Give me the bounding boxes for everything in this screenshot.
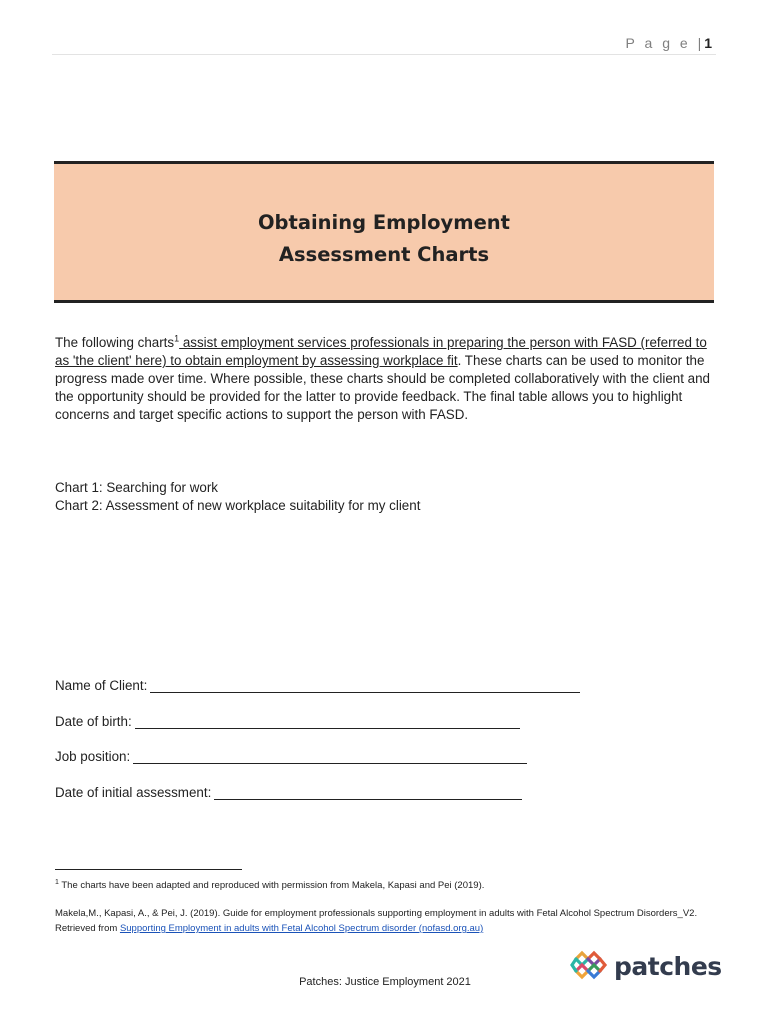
footnote: $^1$ The charts have been adapted and reproduced with permission from Makela, Kapasi and Pei (2019). (55, 879, 485, 892)
logo-wordmark: patches (614, 951, 722, 981)
job-position-field (55, 746, 527, 764)
initial-assessment-date-line[interactable] (214, 785, 522, 800)
chart-list-item: Chart 2: Assessment of new workplace suitability for my client (55, 498, 421, 513)
client-name-field (55, 675, 580, 693)
initial-assessment-date-field (55, 782, 522, 800)
document-title-line-1: Obtaining Employment (257, 211, 511, 234)
field-label: Date of initial assessment: (55, 785, 212, 800)
footnote-divider (55, 869, 242, 870)
patches-logo (570, 949, 722, 983)
footnote-reference: 1 (174, 333, 180, 344)
page-footer: Patches: Justice Employment 2021 (299, 976, 471, 988)
title-banner (54, 161, 714, 303)
field-label: Job position: (55, 749, 131, 764)
intro-paragraph: The following charts$^1$ assist employment services professionals in preparing the person with FASD (referred to as 'the client' here) to obtain employment by assessing workplace fit. These charts can be used to monitor the progress made over time. Where possible, these charts should be completed collaboratively with the client and the opportunity should be provided for the latter to provide feedback. The final table allows you to highlight concerns and target specific actions to support the person with FASD. (55, 333, 710, 422)
document-title-line-2: Assessment Charts (278, 243, 490, 266)
underlined-purpose: assist employment services professionals in preparing the person with FASD (referred to as 'the client' here) to obtain employment by assessing workplace fit (55, 335, 707, 368)
date-of-birth-line[interactable] (135, 714, 520, 729)
patches-logo-icon (570, 949, 608, 983)
page-header (52, 34, 716, 55)
chart-list-item: Chart 1: Searching for work (55, 480, 218, 495)
reference-citation: Makela,M., Kapasi, A., & Pei, J. (2019). Guide for employment professionals supporting employment in adults with Fetal Alcohol Spectrum Disorders_V2. Retrieved from Supporting Employment in adults with Fetal Alcohol Spectrum disorder (nofasd.org.au) (55, 908, 698, 934)
job-position-line[interactable] (133, 749, 527, 764)
field-label: Name of Client: (55, 678, 148, 693)
reference-link[interactable]: Supporting Employment in adults with Fetal Alcohol Spectrum disorder (nofasd.org.au) (119, 923, 484, 934)
client-name-line[interactable] (150, 678, 580, 693)
field-label: Date of birth: (55, 714, 132, 729)
date-of-birth-field (55, 711, 520, 729)
chart-list (55, 479, 420, 515)
page-number: P a g e |1 (625, 35, 712, 51)
